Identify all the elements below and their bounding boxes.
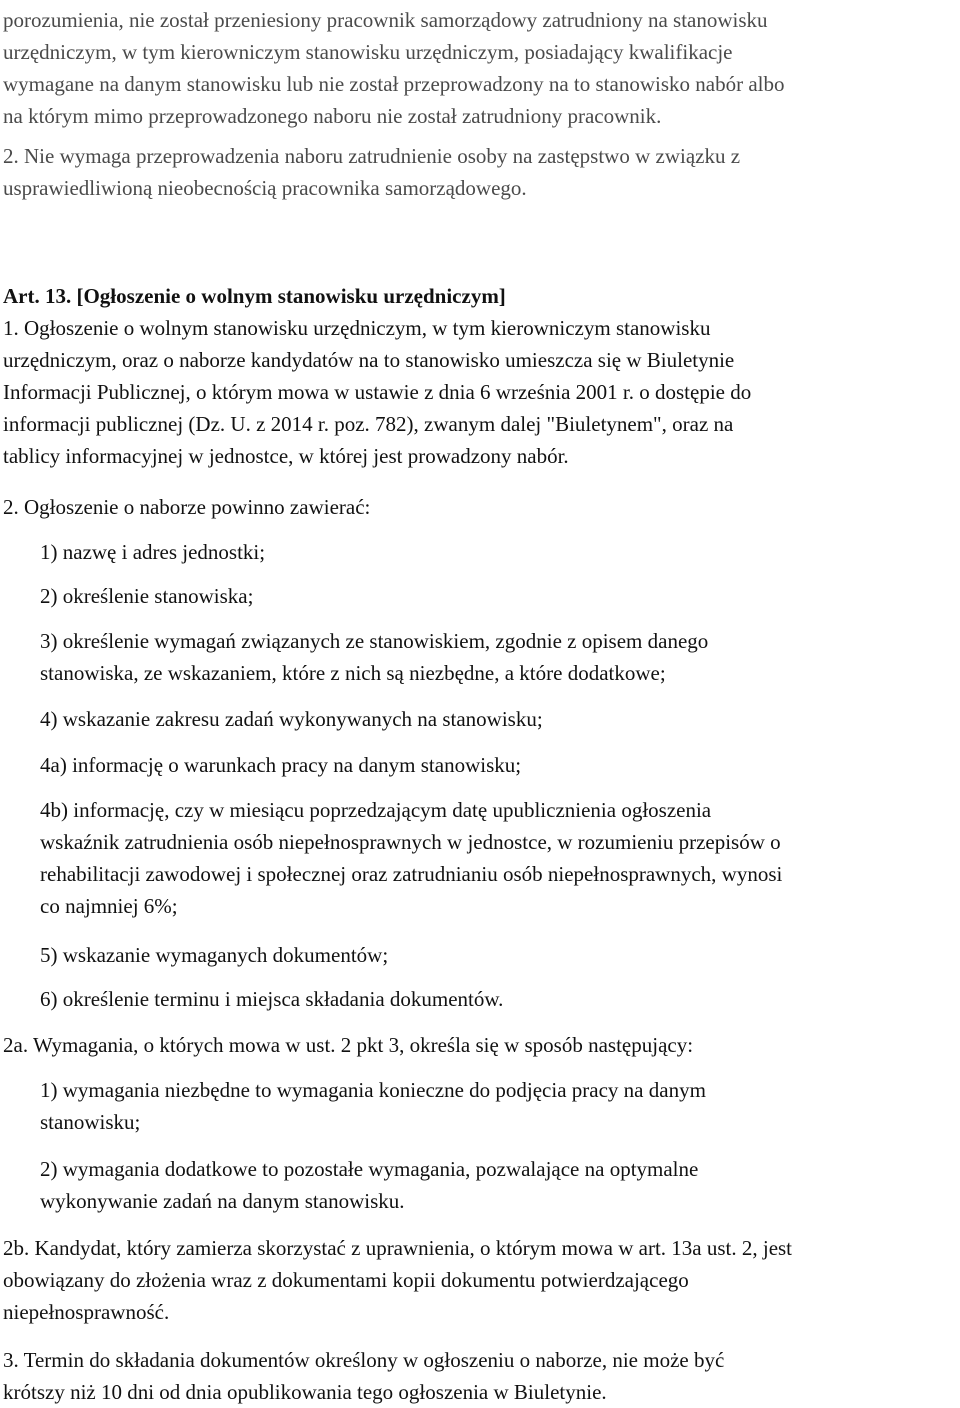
text-line: stanowiska, ze wskazaniem, które z nich są niezbędne, a które dodatkowe; [40,661,666,685]
text-line: 2. Ogłoszenie o naborze powinno zawierać: [3,495,371,519]
text-line: urzędniczym, w tym kierowniczym stanowisku urzędniczym, posiadający kwalifikacje [3,40,733,64]
text-line: 3) określenie wymagań związanych ze stanowiskiem, zgodnie z opisem danego [40,629,709,653]
text-line: co najmniej 6%; [40,894,178,918]
text-line: rehabilitacji zawodowej i społecznej oraz zatrudnianiu osób niepełnosprawnych, wynosi [40,862,783,886]
text-line: Informacji Publicznej, o którym mowa w ustawie z dnia 6 września 2001 r. o dostępie do [3,380,752,404]
text-line: urzędniczym, oraz o naborze kandydatów na to stanowisko umieszcza się w Biuletynie [3,348,735,372]
continuation-paragraph [3,4,955,132]
text-line: 2) wymagania dodatkowe to pozostałe wymagania, pozwalające na optymalne [40,1157,699,1181]
article-paragraph-2a-intro [3,1029,955,1061]
text-line: niepełnosprawność. [3,1300,170,1324]
text-line: tablicy informacyjnej w jednostce, w której jest prowadzony nabór. [3,444,569,468]
text-line: wykonywanie zadań na danym stanowisku. [40,1189,405,1213]
text-line: 6) określenie terminu i miejsca składania dokumentów. [40,987,504,1011]
text-line: obowiązany do złożenia wraz z dokumentami kopii dokumentu potwierdzającego [3,1268,689,1292]
text-line: na którym mimo przeprowadzonego naboru nie został zatrudniony pracownik. [3,104,662,128]
text-line: 2) określenie stanowiska; [40,584,254,608]
text-line: 4) wskazanie zakresu zadań wykonywanych na stanowisku; [40,707,543,731]
list-item [40,625,955,689]
article-paragraph-3 [3,1344,955,1408]
list-item [40,749,955,781]
list-item [40,580,955,612]
text-line: porozumienia, nie został przeniesiony pracownik samorządowy zatrudniony na stanowisku [3,8,768,32]
article-heading: Art. 13. [Ogłoszenie o wolnym stanowisku urzędniczym] [3,284,506,308]
text-line: 1) nazwę i adres jednostki; [40,540,266,564]
text-line: 1. Ogłoszenie o wolnym stanowisku urzędniczym, w tym kierowniczym stanowisku [3,316,711,340]
text-line: 4b) informację, czy w miesiącu poprzedzającym datę upublicznienia ogłoszenia [40,798,712,822]
article-paragraph-1 [3,312,955,472]
text-line: 2. Nie wymaga przeprowadzenia naboru zatrudnienie osoby na zastępstwo w związku z [3,144,741,168]
list-item [40,939,955,971]
text-line: wymagane na danym stanowisku lub nie został przeprowadzony na to stanowisko nabór albo [3,72,785,96]
text-line: 4a) informację o warunkach pracy na danym stanowisku; [40,753,522,777]
text-line: 1) wymagania niezbędne to wymagania konieczne do podjęcia pracy na danym [40,1078,706,1102]
article-paragraph-2-intro [3,491,955,523]
list-item [40,983,955,1015]
text-line: 2b. Kandydat, który zamierza skorzystać z uprawnienia, o którym mowa w art. 13a ust. 2, jest [3,1236,793,1260]
text-line: informacji publicznej (Dz. U. z 2014 r. poz. 782), zwanym dalej "Biuletynem", oraz na [3,412,734,436]
list-item [40,703,955,735]
list-item [40,794,955,922]
list-item [40,1153,955,1217]
text-line: 2a. Wymagania, o których mowa w ust. 2 pkt 3, określa się w sposób następujący: [3,1033,694,1057]
section-2-paragraph [3,140,955,204]
text-line: usprawiedliwioną nieobecnością pracownika samorządowego. [3,176,527,200]
article-paragraph-2b [3,1232,955,1328]
text-line: 3. Termin do składania dokumentów określony w ogłoszeniu o naborze, nie może być [3,1348,725,1372]
text-line: krótszy niż 10 dni od dnia opublikowania tego ogłoszenia w Biuletynie. [3,1380,607,1404]
text-line: 5) wskazanie wymaganych dokumentów; [40,943,389,967]
list-item [40,536,955,568]
list-item [40,1074,955,1138]
text-line: wskaźnik zatrudnienia osób niepełnosprawnych w jednostce, w rozumieniu przepisów o [40,830,781,854]
text-line: stanowisku; [40,1110,141,1134]
